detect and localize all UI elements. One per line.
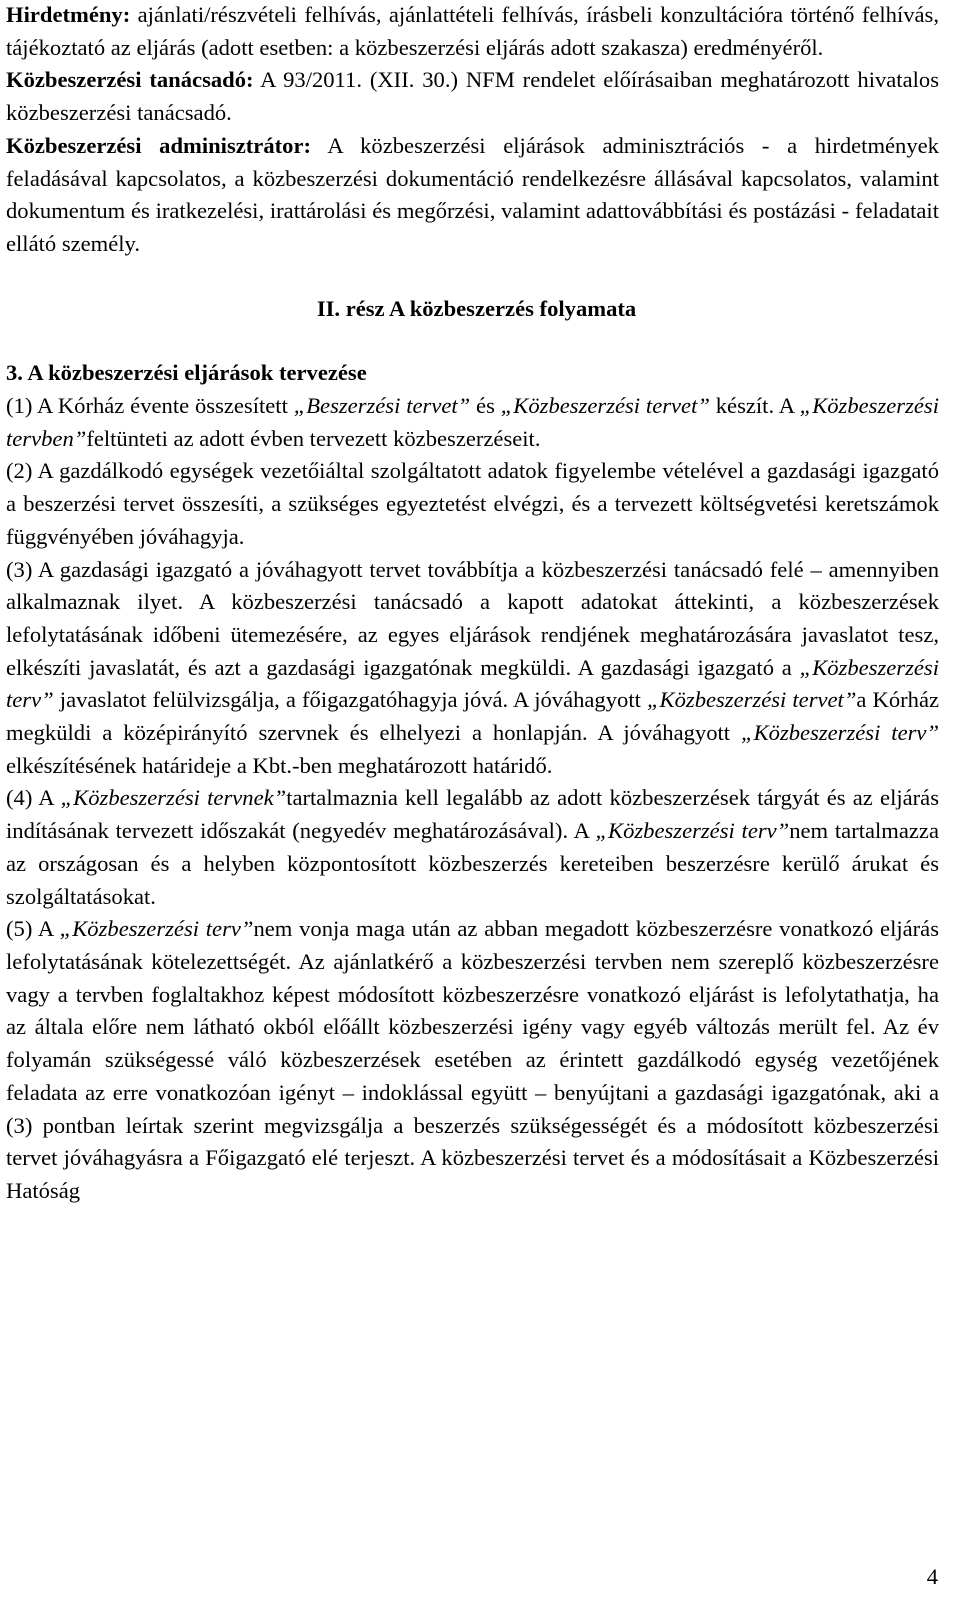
definition-term: Közbeszerzési adminisztrátor:	[6, 132, 311, 158]
text-run: javaslatot felülvizsgálja, a főigazgatóhagyja jóvá. A jóváhagyott	[53, 687, 647, 713]
spacer	[6, 325, 939, 357]
italic-term: „Közbeszerzési terv”	[741, 720, 940, 746]
document-page	[6, 0, 939, 1208]
paragraph-1	[6, 390, 939, 455]
text-run: és	[470, 393, 501, 419]
text-run: nem tartalmazza az országosan és a helyben központosított közbeszerzés kereteiben beszerzésre kerülő árukat és szolgáltatásokat.	[6, 818, 939, 909]
text-run: elkészítésének határideje a Kbt.-ben meghatározott határidő.	[6, 752, 553, 778]
paragraph-4	[6, 782, 939, 913]
italic-term: „Közbeszerzési tervben”	[6, 393, 939, 451]
text-run: feltünteti az adott évben tervezett közbeszerzéseit.	[86, 425, 541, 451]
definition-term: Közbeszerzési tanácsadó:	[6, 67, 254, 93]
definition-hirdetmeny	[6, 0, 939, 64]
italic-term: „Közbeszerzési tervnek”	[60, 785, 287, 811]
definition-kozbeszerzesi-adminisztrator	[6, 130, 939, 261]
text-run: (5) A	[6, 916, 60, 942]
paragraph-2	[6, 455, 939, 553]
page-number: 4	[926, 1564, 938, 1589]
definition-text: ajánlati/részvételi felhívás, ajánlattételi felhívás, írásbeli konzultációra történő felhívás, tájékoztató az eljárás (adott esetben: a közbeszerzési eljárás adott szakasza) eredményéről.	[6, 2, 939, 60]
text-run: (2) A gazdálkodó egységek vezetőiáltal szolgáltatott adatok figyelembe vételével a gazdasági igazgató a beszerzési tervet összesíti, a szükséges egyeztetést elvégzi, és a tervezett költségvetési keretszámok függvényében jóváhagyja.	[6, 458, 939, 549]
definition-kozbeszerzesi-tanacsado	[6, 64, 939, 129]
paragraph-3	[6, 554, 939, 783]
paragraph-5	[6, 913, 939, 1207]
italic-term: „Beszerzési tervet”	[293, 393, 471, 419]
text-run: (3) A gazdasági igazgató a jóváhagyott tervet továbbítja a közbeszerzési tanácsadó felé – amennyiben alkalmaznak ilyet. A közbeszerzési tanácsadó a kapott adatokat áttekinti, a közbeszerzések lefolytatásának időbeni ütemezésére, az egyes eljárások rendjének meghatározására javaslatot tesz, elkészíti javaslatát, és azt a gazdasági igazgatónak megküldi. A gazdasági igazgató a	[6, 556, 939, 680]
italic-term: „Közbeszerzési terv”	[6, 654, 939, 713]
part-heading: II. rész A közbeszerzés folyamata	[316, 295, 637, 321]
italic-term: „Közbeszerzési tervet”	[500, 393, 710, 419]
section-heading: 3. A közbeszerzési eljárások tervezése	[6, 360, 367, 386]
text-run: nem vonja maga után az abban megadott közbeszerzésre vonatkozó eljárás lefolytatásának kötelezettségét. Az ajánlatkérő a közbeszerzési tervben nem szereplő közbeszerzésre vagy a tervben foglaltakhoz képest módosított közbeszerzésre vonatkozó eljárást is lefolytathatja, ha az általa előre nem látható okból előállt közbeszerzési igény vagy egyéb változás merült fel. Az év folyamán szükségessé váló közbeszerzések esetében az érintett gazdálkodó egység vezetőjének feladata az erre vonatkozóan igényt – indoklással együtt – benyújtani a gazdasági igazgatónak, aki a (3) pontban leírtak szerint megvizsgálja a beszerzés szükségességét és a módosított közbeszerzési tervet jóváhagyásra a Főigazgató elé terjeszt. A közbeszerzési tervet és a módosításait a Közbeszerzési Hatóság	[6, 916, 939, 1203]
definition-text: A 93/2011. (XII. 30.) NFM rendelet előírásaiban meghatározott hivatalos közbeszerzési tanácsadó.	[6, 67, 939, 126]
text-run: (1) A Kórház évente összesített	[6, 393, 294, 419]
italic-term: „Közbeszerzési terv”	[595, 818, 790, 844]
spacer	[6, 261, 939, 293]
definition-text: A közbeszerzési eljárások adminisztrációs - a hirdetmények feladásával kapcsolatos, a közbeszerzési dokumentáció rendelkezésre állásával kapcsolatos, valamint dokumentum és iratkezelési, irattárolási és megőrzési, valamint adattovábbítási és postázási - feladatait ellátó személy.	[6, 132, 939, 256]
text-run: (4) A	[6, 785, 61, 811]
italic-term: „Közbeszerzési tervet”	[646, 687, 857, 713]
text-run: tartalmaznia kell legalább az adott közbeszerzések tárgyát és az eljárás indításának tervezett időszakát (negyedév meghatározásával). A	[6, 785, 940, 844]
text-run: készít. A	[709, 393, 800, 419]
italic-term: „Közbeszerzési terv”	[59, 916, 254, 942]
definition-term: Hirdetmény:	[6, 2, 131, 27]
text-run: a Kórház megküldi a középirányító szervnek és elhelyezi a honlapján. A jóváhagyott	[6, 687, 940, 746]
